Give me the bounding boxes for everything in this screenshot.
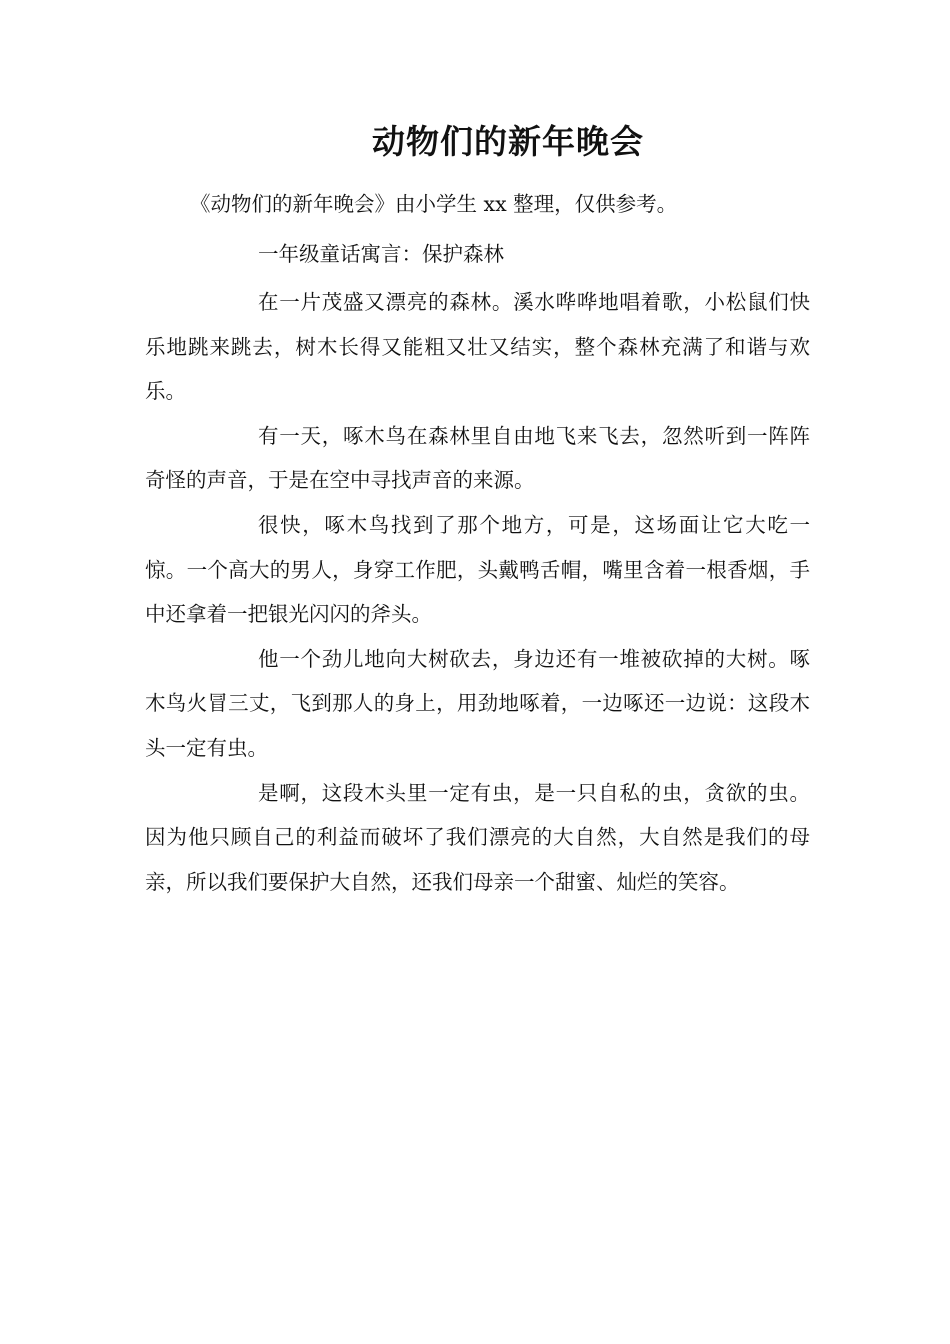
story-paragraph: 是啊，这段木头里一定有虫，是一只自私的虫，贪欲的虫。因为他只顾自己的利益而破坏了我们漂亮的大自然，大自然是我们的母亲，所以我们要保护大自然，还我们母亲一个甜蜜、灿烂的笑容。 bbox=[145, 780, 810, 894]
story-body bbox=[145, 280, 810, 904]
intro-line: 《动物们的新年晚会》由小学生 xx 整理，仅供参考。 bbox=[190, 192, 678, 216]
story-paragraph: 在一片茂盛又漂亮的森林。溪水哗哗地唱着歌，小松鼠们快乐地跳来跳去，树木长得又能粗又壮又结实，整个森林充满了和谐与欢乐。 bbox=[145, 290, 810, 404]
section-subtitle: 一年级童话寓言：保护森林 bbox=[258, 242, 504, 266]
story-paragraph: 有一天，啄木鸟在森林里自由地飞来飞去，忽然听到一阵阵奇怪的声音，于是在空中寻找声音的来源。 bbox=[145, 423, 810, 493]
document-title: 动物们的新年晚会 bbox=[372, 122, 644, 161]
story-paragraph: 他一个劲儿地向大树砍去，身边还有一堆被砍掉的大树。啄木鸟火冒三丈，飞到那人的身上，用劲地啄着，一边啄还一边说：这段木头一定有虫。 bbox=[145, 646, 810, 760]
story-paragraph: 很快，啄木鸟找到了那个地方，可是，这场面让它大吃一惊。一个高大的男人，身穿工作肥，头戴鸭舌帽，嘴里含着一根香烟，手中还拿着一把银光闪闪的斧头。 bbox=[145, 512, 810, 627]
